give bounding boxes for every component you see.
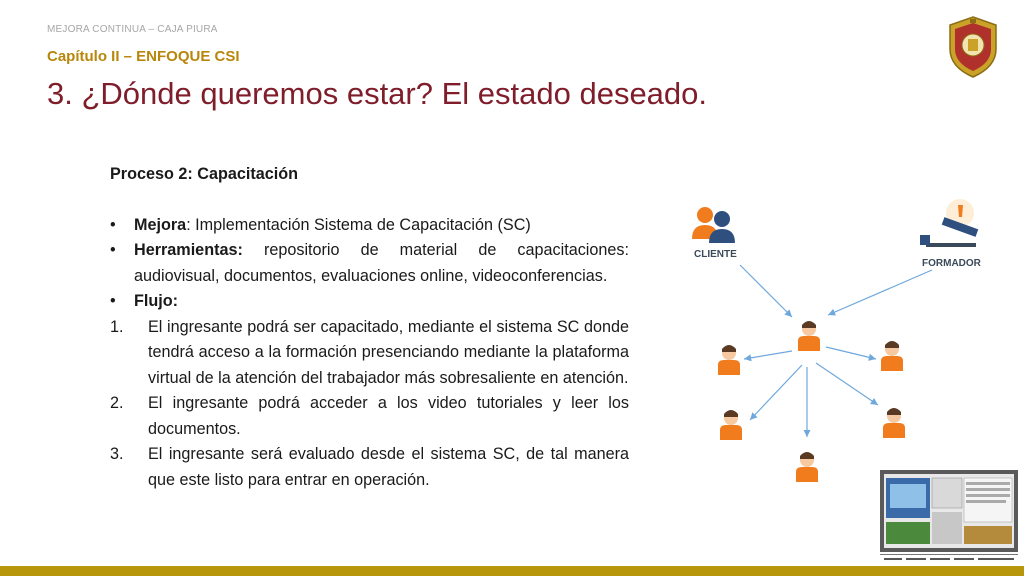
step-item [110, 391, 629, 442]
bullet-text: repositorio de material de capacitaciones: audiovisual, documentos, evaluaciones online, videoconferencias. [134, 241, 629, 285]
steps-list [110, 315, 629, 494]
bullet-label: Herramientas: [134, 241, 243, 259]
ingresante-icon [798, 321, 820, 351]
arrow [828, 270, 932, 315]
bullet-herramientas [110, 238, 629, 289]
chapter-label: Capítulo II – ENFOQUE CSI [47, 48, 240, 65]
content-block [110, 162, 629, 493]
header-small-text: MEJORA CONTINUA – CAJA PIURA [47, 24, 218, 35]
platform-screenshot-image [880, 470, 1018, 566]
step-number: 1. [110, 317, 124, 336]
training-flow-diagram [680, 195, 1000, 495]
arrow [826, 347, 876, 359]
formador-icon [920, 199, 978, 247]
person-icon [718, 345, 740, 375]
arrow [750, 365, 802, 420]
arrow [816, 363, 878, 405]
person-icon [881, 341, 903, 371]
bullet-label: Flujo: [134, 292, 179, 310]
step-item [110, 315, 629, 392]
step-item [110, 442, 629, 493]
step-number: 3. [110, 445, 124, 463]
university-seal-logo [946, 15, 1000, 79]
person-icon [796, 452, 818, 482]
cliente-icon [692, 207, 735, 243]
formador-label: FORMADOR [922, 258, 981, 269]
step-number: 2. [110, 394, 124, 412]
bullet-text: : Implementación Sistema de Capacitación (SC) [186, 215, 531, 234]
bottom-accent-bar [0, 566, 1024, 576]
person-icon [720, 410, 742, 440]
step-text: El ingresante podrá ser capacitado, mediante el sistema SC donde tendrá acceso a la formación presenciando mediante la plataforma virtual de la atención del trabajador más sobresaliente en atención. [148, 317, 629, 387]
cliente-label: CLIENTE [694, 249, 737, 260]
arrow [740, 265, 792, 317]
bullet-list [110, 213, 629, 315]
bullet-label: Mejora [134, 215, 187, 234]
person-icon [883, 408, 905, 438]
process-heading: Proceso 2: Capacitación [110, 165, 299, 183]
step-text: El ingresante será evaluado desde el sistema SC, de tal manera que este listo para entrar en operación. [148, 445, 629, 489]
page-title: 3. ¿Dónde queremos estar? El estado deseado. [47, 76, 708, 111]
bullet-mejora [110, 213, 629, 239]
step-text: El ingresante podrá acceder a los video tutoriales y leer los documentos. [148, 394, 629, 438]
bullet-flujo [110, 289, 629, 315]
arrow [744, 351, 792, 359]
